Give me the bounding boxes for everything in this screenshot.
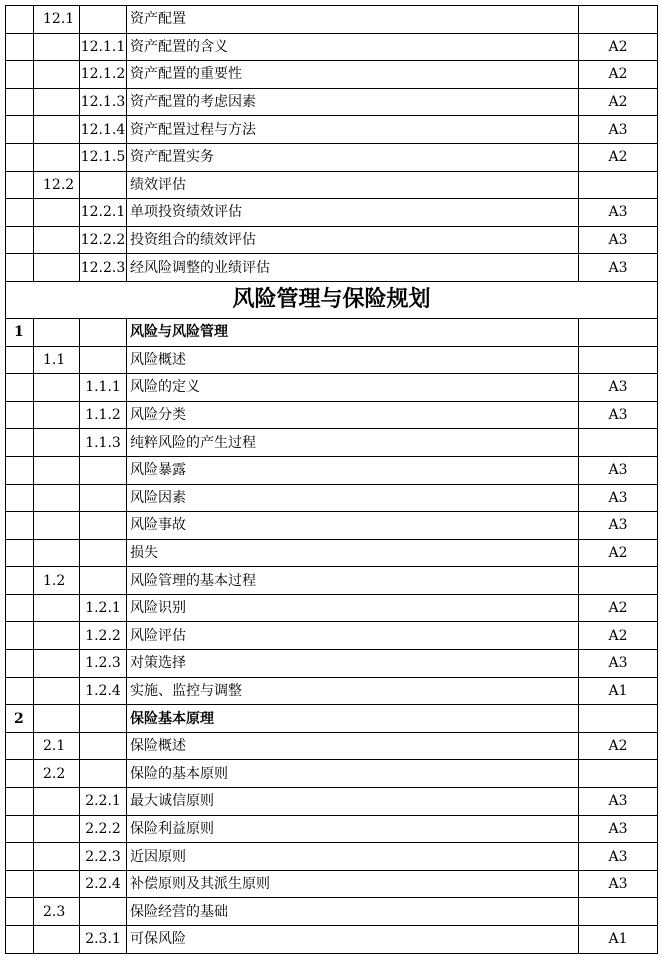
- competency-level: A3: [579, 199, 658, 227]
- section-number: 2.2: [34, 760, 80, 788]
- subsection-number: [80, 6, 127, 34]
- chapter-number: [6, 622, 34, 650]
- table-row: [6, 926, 658, 954]
- section-number: 2.1: [34, 732, 80, 760]
- competency-level: A3: [579, 254, 658, 282]
- section-number: 1.1: [34, 346, 80, 374]
- chapter-number: [6, 484, 34, 512]
- subsection-number: 1.2.1: [80, 594, 127, 622]
- topic-title: 补偿原则及其派生原则: [127, 870, 579, 898]
- topic-title: 保险基本原理: [127, 705, 579, 733]
- chapter-number: [6, 512, 34, 540]
- topic-title: 风险暴露: [127, 456, 579, 484]
- competency-level: A3: [579, 116, 658, 144]
- chapter-number: [6, 61, 34, 89]
- subsection-number: 1.2.2: [80, 622, 127, 650]
- competency-level: [579, 318, 658, 346]
- section-title-row: [6, 281, 658, 318]
- chapter-number: [6, 788, 34, 816]
- subsection-number: [80, 705, 127, 733]
- table-row: [6, 456, 658, 484]
- chapter-number: [6, 346, 34, 374]
- chapter-number: [6, 254, 34, 282]
- chapter-number: [6, 760, 34, 788]
- subsection-number: 1.1.1: [80, 374, 127, 402]
- subsection-number: 12.1.5: [80, 143, 127, 171]
- competency-level: A2: [579, 143, 658, 171]
- competency-level: A1: [579, 926, 658, 954]
- chapter-number: [6, 6, 34, 34]
- chapter-number: [6, 401, 34, 429]
- competency-level: A1: [579, 677, 658, 705]
- chapter-row: [6, 705, 658, 733]
- competency-level: A3: [579, 401, 658, 429]
- topic-title: 可保风险: [127, 926, 579, 954]
- chapter-number: [6, 677, 34, 705]
- section-number: [34, 926, 80, 954]
- table-row: [6, 6, 658, 34]
- competency-level: [579, 898, 658, 926]
- competency-level: [579, 346, 658, 374]
- table-row: [6, 143, 658, 171]
- section-number: [34, 594, 80, 622]
- subsection-number: [80, 484, 127, 512]
- chapter-number: [6, 33, 34, 61]
- competency-level: A2: [579, 61, 658, 89]
- section-number: [34, 61, 80, 89]
- chapter-row: [6, 318, 658, 346]
- table-row: [6, 622, 658, 650]
- chapter-number: [6, 539, 34, 567]
- topic-title: 近因原则: [127, 843, 579, 871]
- subsection-number: [80, 318, 127, 346]
- topic-title: 资产配置实务: [127, 143, 579, 171]
- section-number: 1.2: [34, 567, 80, 595]
- chapter-number: [6, 567, 34, 595]
- competency-level: A2: [579, 33, 658, 61]
- table-row: [6, 539, 658, 567]
- subsection-number: [80, 346, 127, 374]
- competency-level: [579, 6, 658, 34]
- table-row: [6, 870, 658, 898]
- table-row: [6, 788, 658, 816]
- topic-title: 保险利益原则: [127, 815, 579, 843]
- section-number: [34, 429, 80, 457]
- table-row: [6, 898, 658, 926]
- table-row: [6, 374, 658, 402]
- section-number: [34, 143, 80, 171]
- section-number: [34, 254, 80, 282]
- subsection-number: [80, 456, 127, 484]
- competency-level: [579, 429, 658, 457]
- section-number: 12.1: [34, 6, 80, 34]
- topic-title: 风险评估: [127, 622, 579, 650]
- section-number: [34, 226, 80, 254]
- competency-level: A2: [579, 594, 658, 622]
- table-row: [6, 346, 658, 374]
- topic-title: 风险概述: [127, 346, 579, 374]
- subsection-number: 12.2.1: [80, 199, 127, 227]
- chapter-number: [6, 870, 34, 898]
- section-number: [34, 88, 80, 116]
- section-number: 2.3: [34, 898, 80, 926]
- chapter-number: 2: [6, 705, 34, 733]
- topic-title: 纯粹风险的产生过程: [127, 429, 579, 457]
- section-number: [34, 539, 80, 567]
- subsection-number: 2.2.3: [80, 843, 127, 871]
- topic-title: 经风险调整的业绩评估: [127, 254, 579, 282]
- subsection-number: 1.2.4: [80, 677, 127, 705]
- section-number: [34, 677, 80, 705]
- table-row: [6, 116, 658, 144]
- topic-title: 资产配置: [127, 6, 579, 34]
- competency-level: A3: [579, 484, 658, 512]
- competency-level: A3: [579, 456, 658, 484]
- competency-level: A2: [579, 732, 658, 760]
- subsection-number: 2.2.4: [80, 870, 127, 898]
- table-row: [6, 732, 658, 760]
- chapter-number: [6, 843, 34, 871]
- topic-title: 风险分类: [127, 401, 579, 429]
- competency-level: A3: [579, 512, 658, 540]
- table-row: [6, 171, 658, 199]
- subsection-number: 12.1.1: [80, 33, 127, 61]
- table-row: [6, 815, 658, 843]
- topic-title: 资产配置过程与方法: [127, 116, 579, 144]
- subsection-number: 1.1.3: [80, 429, 127, 457]
- chapter-number: [6, 815, 34, 843]
- section-number: [34, 484, 80, 512]
- table-row: [6, 843, 658, 871]
- chapter-number: [6, 650, 34, 678]
- subsection-number: [80, 760, 127, 788]
- subsection-number: [80, 567, 127, 595]
- competency-level: [579, 760, 658, 788]
- section-number: [34, 401, 80, 429]
- table-row: [6, 429, 658, 457]
- section-number: [34, 199, 80, 227]
- subsection-number: [80, 539, 127, 567]
- chapter-number: [6, 226, 34, 254]
- subsection-number: 1.1.2: [80, 401, 127, 429]
- topic-title: 风险管理的基本过程: [127, 567, 579, 595]
- chapter-number: [6, 143, 34, 171]
- subsection-number: 12.2.2: [80, 226, 127, 254]
- subsection-number: 2.2.1: [80, 788, 127, 816]
- table-row: [6, 512, 658, 540]
- section-number: 12.2: [34, 171, 80, 199]
- competency-level: A3: [579, 226, 658, 254]
- table-row: [6, 33, 658, 61]
- section-title: 风险管理与保险规划: [6, 281, 658, 318]
- section-number: [34, 815, 80, 843]
- section-number: [34, 512, 80, 540]
- table-row: [6, 199, 658, 227]
- topic-title: 资产配置的重要性: [127, 61, 579, 89]
- topic-title: 风险与风险管理: [127, 318, 579, 346]
- subsection-number: 12.1.2: [80, 61, 127, 89]
- table-row: [6, 760, 658, 788]
- subsection-number: 2.3.1: [80, 926, 127, 954]
- competency-level: A2: [579, 539, 658, 567]
- chapter-number: 1: [6, 318, 34, 346]
- chapter-number: [6, 898, 34, 926]
- section-number: [34, 705, 80, 733]
- subsection-number: [80, 898, 127, 926]
- table-row: [6, 401, 658, 429]
- section-number: [34, 650, 80, 678]
- competency-level: [579, 171, 658, 199]
- table-row: [6, 650, 658, 678]
- topic-title: 损失: [127, 539, 579, 567]
- section-number: [34, 456, 80, 484]
- chapter-number: [6, 374, 34, 402]
- topic-title: 风险因素: [127, 484, 579, 512]
- topic-title: 对策选择: [127, 650, 579, 678]
- outline-table-body: [6, 6, 658, 954]
- section-number: [34, 870, 80, 898]
- subsection-number: 12.1.3: [80, 88, 127, 116]
- table-row: [6, 677, 658, 705]
- syllabus-outline-table: [5, 5, 658, 954]
- chapter-number: [6, 88, 34, 116]
- chapter-number: [6, 456, 34, 484]
- topic-title: 保险经营的基础: [127, 898, 579, 926]
- table-row: [6, 254, 658, 282]
- subsection-number: 2.2.2: [80, 815, 127, 843]
- topic-title: 绩效评估: [127, 171, 579, 199]
- section-number: [34, 788, 80, 816]
- topic-title: 风险识别: [127, 594, 579, 622]
- topic-title: 单项投资绩效评估: [127, 199, 579, 227]
- table-row: [6, 61, 658, 89]
- competency-level: [579, 567, 658, 595]
- section-number: [34, 116, 80, 144]
- subsection-number: [80, 512, 127, 540]
- topic-title: 投资组合的绩效评估: [127, 226, 579, 254]
- chapter-number: [6, 116, 34, 144]
- subsection-number: 12.1.4: [80, 116, 127, 144]
- section-number: [34, 33, 80, 61]
- competency-level: A3: [579, 843, 658, 871]
- chapter-number: [6, 171, 34, 199]
- competency-level: [579, 705, 658, 733]
- chapter-number: [6, 429, 34, 457]
- topic-title: 风险的定义: [127, 374, 579, 402]
- topic-title: 风险事故: [127, 512, 579, 540]
- competency-level: A2: [579, 88, 658, 116]
- competency-level: A3: [579, 870, 658, 898]
- table-row: [6, 594, 658, 622]
- subsection-number: 1.2.3: [80, 650, 127, 678]
- competency-level: A3: [579, 815, 658, 843]
- section-number: [34, 318, 80, 346]
- topic-title: 最大诚信原则: [127, 788, 579, 816]
- table-row: [6, 226, 658, 254]
- table-row: [6, 484, 658, 512]
- topic-title: 保险的基本原则: [127, 760, 579, 788]
- competency-level: A3: [579, 650, 658, 678]
- topic-title: 资产配置的含义: [127, 33, 579, 61]
- topic-title: 保险概述: [127, 732, 579, 760]
- chapter-number: [6, 732, 34, 760]
- competency-level: A3: [579, 788, 658, 816]
- chapter-number: [6, 594, 34, 622]
- subsection-number: [80, 732, 127, 760]
- chapter-number: [6, 926, 34, 954]
- subsection-number: [80, 171, 127, 199]
- table-row: [6, 88, 658, 116]
- section-number: [34, 622, 80, 650]
- section-number: [34, 374, 80, 402]
- competency-level: A2: [579, 622, 658, 650]
- topic-title: 实施、监控与调整: [127, 677, 579, 705]
- section-number: [34, 843, 80, 871]
- chapter-number: [6, 199, 34, 227]
- competency-level: A3: [579, 374, 658, 402]
- topic-title: 资产配置的考虑因素: [127, 88, 579, 116]
- subsection-number: 12.2.3: [80, 254, 127, 282]
- table-row: [6, 567, 658, 595]
